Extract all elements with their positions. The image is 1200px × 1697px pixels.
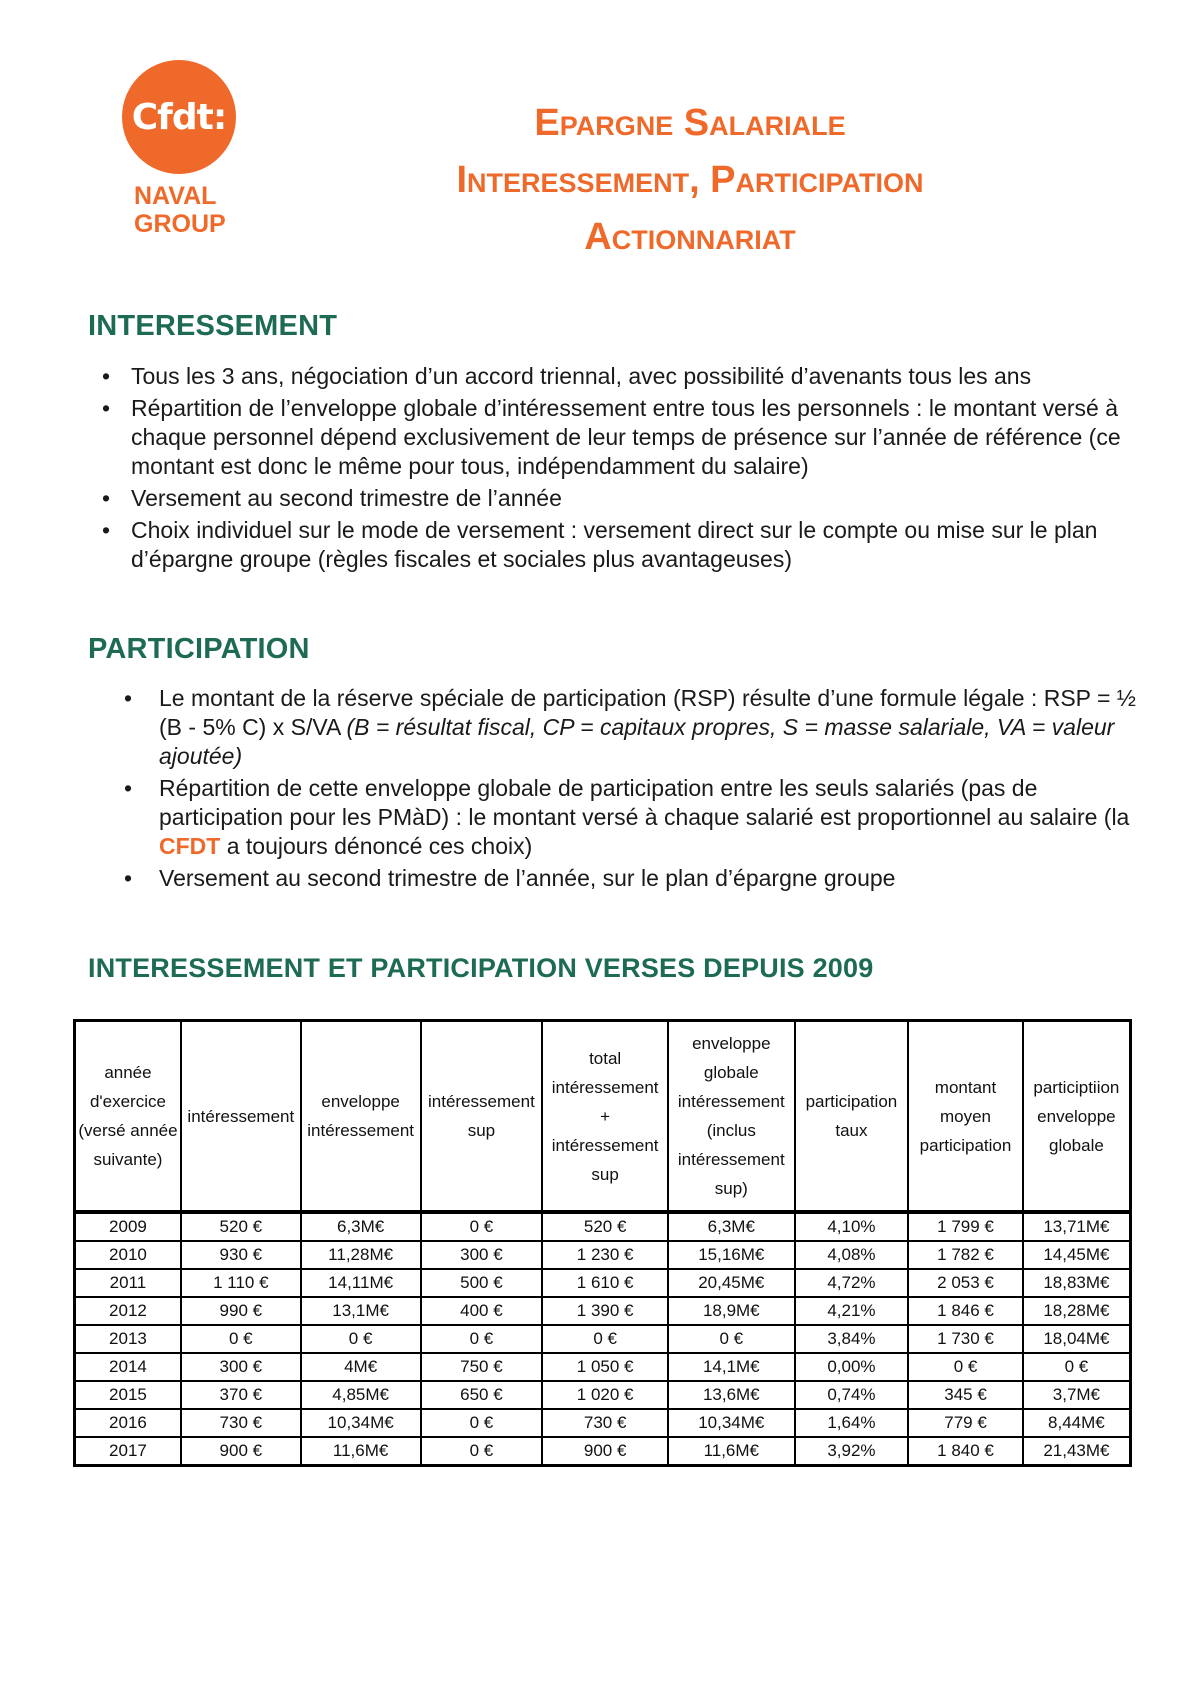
- formula-legend: (B = résultat fiscal, CP = capitaux propres, S = masse salariale, VA = valeur ajoutée): [159, 714, 1115, 769]
- col-header-montant-moyen: montant moyen participation: [908, 1021, 1023, 1213]
- col-header-interessement-sup: intéressement sup: [421, 1021, 543, 1213]
- table-cell: 1 610 €: [542, 1269, 668, 1297]
- table-cell: 1 799 €: [908, 1212, 1023, 1241]
- table-cell: 750 €: [421, 1353, 543, 1381]
- table-cell: 6,3M€: [668, 1212, 795, 1241]
- table-cell: 6,3M€: [301, 1212, 421, 1241]
- table-cell: 1 110 €: [181, 1269, 301, 1297]
- table-cell: 1 230 €: [542, 1241, 668, 1269]
- list-item-text: Choix individuel sur le mode de versement : versement direct sur le compte ou mise sur le plan d’épargne groupe (règles fiscales et sociales plus avantageuses): [131, 517, 1098, 572]
- list-item: • Le montant de la réserve spéciale de participation (RSP) résulte d’une formule légale : RSP = ½ (B - 5% C) x S/VA (B = résultat fiscal, CP = capitaux propres, S = masse salariale, VA = valeur ajoutée): [124, 685, 1136, 769]
- table-cell: 1 846 €: [908, 1297, 1023, 1325]
- logo-subtitle: [122, 182, 242, 238]
- table-cell: 1 390 €: [542, 1297, 668, 1325]
- table-cell: 13,71M€: [1023, 1212, 1131, 1241]
- table-cell: 730 €: [181, 1409, 301, 1437]
- table-cell: 300 €: [181, 1353, 301, 1381]
- list-item: • Répartition de cette enveloppe globale de participation entre les seuls salariés (pas de participation pour les PMàD) : le montant versé à chaque salarié est proportionnel au salaire (la CFDT a toujours dénoncé ces choix): [124, 775, 1130, 859]
- table-cell: 4,85M€: [301, 1381, 421, 1409]
- col-header-enveloppe-interessement: enveloppe intéressement: [301, 1021, 421, 1213]
- cfdt-logo-mark: Cfdt:: [122, 60, 236, 174]
- title-line-1: Epargne Salariale: [534, 102, 846, 144]
- cfdt-logo: [122, 60, 242, 238]
- table-cell: 20,45M€: [668, 1269, 795, 1297]
- table-cell: 730 €: [542, 1409, 668, 1437]
- table-row: [75, 1381, 1131, 1409]
- table-cell: 0 €: [542, 1325, 668, 1353]
- table-cell: 345 €: [908, 1381, 1023, 1409]
- table-cell: 10,34M€: [301, 1409, 421, 1437]
- list-item-text: Versement au second trimestre de l’année, sur le plan d’épargne groupe: [159, 865, 896, 891]
- col-header-enveloppe-globale: enveloppe globale intéressement (inclus intéressement sup): [668, 1021, 795, 1213]
- list-item-text: a toujours dénoncé ces choix): [226, 833, 533, 859]
- list-item-text: Versement au second trimestre de l’année: [131, 485, 562, 511]
- table-cell: 300 €: [421, 1241, 543, 1269]
- table-cell: 14,11M€: [301, 1269, 421, 1297]
- logo-line-2: GROUP: [134, 210, 226, 238]
- table-cell: 0 €: [421, 1437, 543, 1466]
- interessement-list: [102, 362, 1138, 577]
- table-cell: 990 €: [181, 1297, 301, 1325]
- table-cell: 0 €: [1023, 1353, 1131, 1381]
- table-cell: 2011: [75, 1269, 181, 1297]
- table-row: [75, 1409, 1131, 1437]
- list-item: • Choix individuel sur le mode de versement : versement direct sur le compte ou mise sur le plan d’épargne groupe (règles fiscales et sociales plus avantageuses): [102, 517, 1098, 572]
- table-cell: 4,21%: [795, 1297, 909, 1325]
- table-cell: 21,43M€: [1023, 1437, 1131, 1466]
- col-header-participation-taux: participation taux: [795, 1021, 909, 1213]
- table-cell: 3,92%: [795, 1437, 909, 1466]
- table-cell: 4,72%: [795, 1269, 909, 1297]
- table-cell: 400 €: [421, 1297, 543, 1325]
- table-cell: 2017: [75, 1437, 181, 1466]
- title-line-3: Actionnariat: [584, 216, 796, 258]
- table-row: [75, 1353, 1131, 1381]
- table-row: [75, 1437, 1131, 1466]
- table-cell: 520 €: [542, 1212, 668, 1241]
- table-cell: 0,00%: [795, 1353, 909, 1381]
- table-cell: 18,83M€: [1023, 1269, 1131, 1297]
- table-cell: 14,1M€: [668, 1353, 795, 1381]
- table-cell: 1 730 €: [908, 1325, 1023, 1353]
- table-cell: 1 050 €: [542, 1353, 668, 1381]
- table-cell: 1 782 €: [908, 1241, 1023, 1269]
- list-item-text: Répartition de cette enveloppe globale de participation entre les seuls salariés (pas de participation pour les PMàD) : le montant versé à chaque salarié est proportionnel au salaire (la: [159, 775, 1130, 830]
- table-cell: 3,7M€: [1023, 1381, 1131, 1409]
- list-item-text: Tous les 3 ans, négociation d’un accord triennal, avec possibilité d’avenants tous les ans: [131, 363, 1032, 389]
- table-cell: 2012: [75, 1297, 181, 1325]
- list-item: • Répartition de l’enveloppe globale d’intéressement entre tous les personnels : le montant versé à chaque personnel dépend exclusivement de leur temps de présence sur l’année de référence (ce montant est donc le même pour tous, indépendamment du salaire): [102, 395, 1121, 479]
- table-cell: 13,1M€: [301, 1297, 421, 1325]
- list-item-text: Répartition de l’enveloppe globale d’intéressement entre tous les personnels : le montant versé à chaque personnel dépend exclusivement de leur temps de présence sur l’année de référence (ce montant est donc le même pour tous, indépendamment du salaire): [131, 395, 1121, 479]
- table-row: [75, 1325, 1131, 1353]
- table-cell: 0 €: [421, 1409, 543, 1437]
- list-item: • Tous les 3 ans, négociation d’un accord triennal, avec possibilité d’avenants tous les ans: [102, 363, 1032, 389]
- participation-heading: PARTICIPATION: [88, 633, 310, 665]
- col-header-participation-enveloppe: participtiion enveloppe globale: [1023, 1021, 1131, 1213]
- interessement-heading: INTERESSEMENT: [88, 310, 338, 342]
- table-cell: 2015: [75, 1381, 181, 1409]
- table-cell: 18,04M€: [1023, 1325, 1131, 1353]
- list-item: • Versement au second trimestre de l’année, sur le plan d’épargne groupe: [124, 865, 896, 891]
- table-cell: 0 €: [668, 1325, 795, 1353]
- participation-list: [124, 684, 1138, 896]
- table-cell: 0 €: [421, 1325, 543, 1353]
- table-heading: INTERESSEMENT ET PARTICIPATION VERSES DEPUIS 2009: [88, 953, 874, 983]
- table-cell: 900 €: [181, 1437, 301, 1466]
- table-cell: 1,64%: [795, 1409, 909, 1437]
- table-cell: 2014: [75, 1353, 181, 1381]
- table-cell: 18,28M€: [1023, 1297, 1131, 1325]
- table-cell: 4M€: [301, 1353, 421, 1381]
- document-title: [320, 95, 1060, 266]
- table-cell: 2013: [75, 1325, 181, 1353]
- table-cell: 0 €: [908, 1353, 1023, 1381]
- table-cell: 2 053 €: [908, 1269, 1023, 1297]
- table-cell: 18,9M€: [668, 1297, 795, 1325]
- table-cell: 0 €: [421, 1212, 543, 1241]
- table-header-row: [75, 1021, 1131, 1213]
- table-row: [75, 1241, 1131, 1269]
- table-cell: 14,45M€: [1023, 1241, 1131, 1269]
- logo-line-1: NAVAL: [134, 182, 217, 210]
- title-line-2: Interessement, Participation: [456, 159, 924, 201]
- table-cell: 11,6M€: [668, 1437, 795, 1466]
- table-cell: 1 020 €: [542, 1381, 668, 1409]
- payout-table: [73, 1019, 1132, 1467]
- table-cell: 0,74%: [795, 1381, 909, 1409]
- col-header-total: total intéressement + intéressement sup: [542, 1021, 668, 1213]
- table-cell: 779 €: [908, 1409, 1023, 1437]
- table-cell: 2009: [75, 1212, 181, 1241]
- cfdt-highlight: CFDT: [159, 833, 221, 859]
- table-cell: 650 €: [421, 1381, 543, 1409]
- table-row: [75, 1269, 1131, 1297]
- table-cell: 0 €: [181, 1325, 301, 1353]
- table-cell: 1 840 €: [908, 1437, 1023, 1466]
- table-cell: 500 €: [421, 1269, 543, 1297]
- table-cell: 2010: [75, 1241, 181, 1269]
- table-cell: 8,44M€: [1023, 1409, 1131, 1437]
- table-cell: 11,6M€: [301, 1437, 421, 1466]
- table-cell: 13,6M€: [668, 1381, 795, 1409]
- table-cell: 900 €: [542, 1437, 668, 1466]
- table-cell: 370 €: [181, 1381, 301, 1409]
- col-header-year: année d'exercice (versé année suivante): [75, 1021, 181, 1213]
- table-cell: 15,16M€: [668, 1241, 795, 1269]
- table-cell: 4,10%: [795, 1212, 909, 1241]
- col-header-interessement: intéressement: [181, 1021, 301, 1213]
- table-cell: 930 €: [181, 1241, 301, 1269]
- list-item-text: Le montant de la réserve spéciale de participation (RSP) résulte d’une formule légale : RSP = ½ (B - 5% C) x S/VA: [159, 685, 1136, 740]
- table-cell: 2016: [75, 1409, 181, 1437]
- table-cell: 4,08%: [795, 1241, 909, 1269]
- table-row: [75, 1297, 1131, 1325]
- list-item: • Versement au second trimestre de l’année: [102, 485, 562, 511]
- table-cell: 11,28M€: [301, 1241, 421, 1269]
- table-row: [75, 1212, 1131, 1241]
- table-cell: 520 €: [181, 1212, 301, 1241]
- table-cell: 10,34M€: [668, 1409, 795, 1437]
- table-cell: 3,84%: [795, 1325, 909, 1353]
- table-cell: 0 €: [301, 1325, 421, 1353]
